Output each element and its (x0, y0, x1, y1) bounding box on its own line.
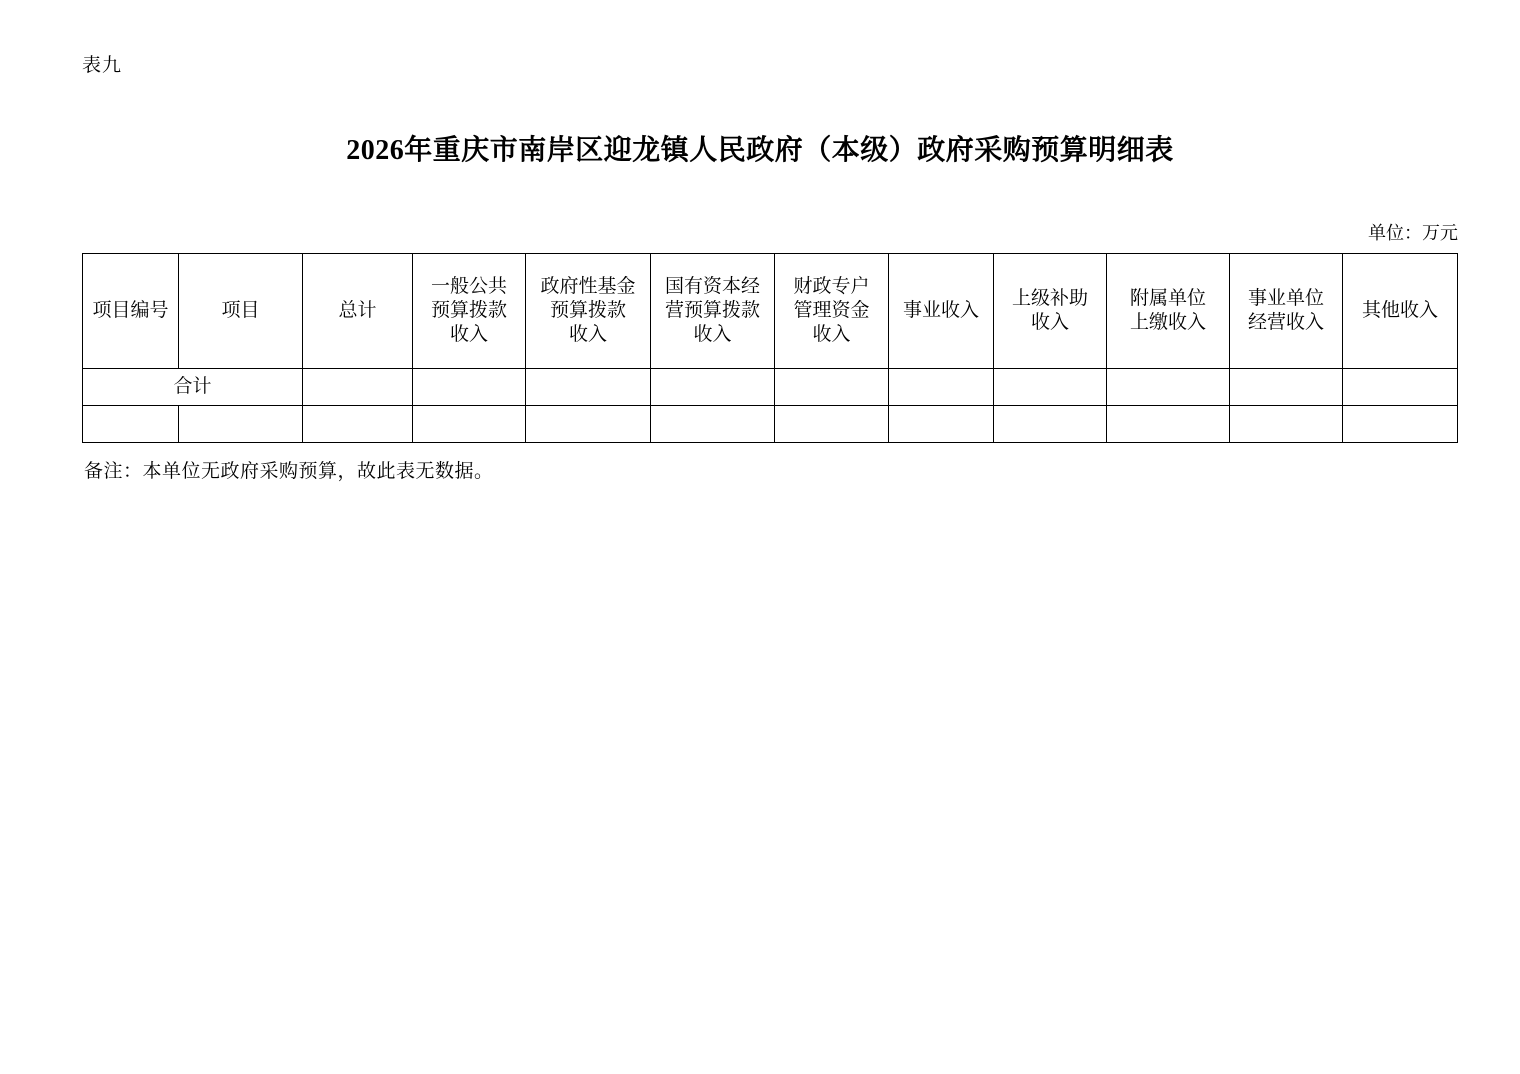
column-header-institution-operating-income (1230, 254, 1343, 369)
cell-subsidiary-payment-income (1107, 406, 1230, 443)
cell-subsidiary-payment-income (1107, 369, 1230, 406)
cell-state-capital-operation-budget (651, 406, 775, 443)
cell-project (179, 406, 303, 443)
cell-total (303, 369, 413, 406)
header-line: 国有资本经 (664, 276, 760, 298)
header-line: 预算拨款 (549, 300, 626, 322)
header-line: 收入 (812, 323, 851, 345)
cell-general-public-budget (413, 406, 526, 443)
table-row (83, 369, 1458, 406)
unit-note: 单位：万元 (1368, 223, 1458, 243)
column-header-project-code (83, 254, 179, 369)
header-line: 管理资金 (793, 300, 870, 322)
header-line: 总计 (338, 300, 377, 322)
remark-note: 备注：本单位无政府采购预算，故此表无数据。 (84, 461, 494, 482)
column-header-total (303, 254, 413, 369)
cell-project-code (83, 406, 179, 443)
column-header-superior-subsidy-income (994, 254, 1107, 369)
header-line: 预算拨款 (430, 300, 507, 322)
cell-business-income (889, 406, 994, 443)
column-header-general-public-budget (413, 254, 526, 369)
cell-superior-subsidy-income (994, 369, 1107, 406)
cell-superior-subsidy-income (994, 406, 1107, 443)
page-title: 2026年重庆市南岸区迎龙镇人民政府（本级）政府采购预算明细表 (346, 135, 1174, 166)
cell-business-income (889, 369, 994, 406)
procurement-budget-table (82, 253, 1458, 443)
column-header-fiscal-account-funds (775, 254, 889, 369)
column-header-project (179, 254, 303, 369)
header-line: 事业收入 (902, 300, 979, 322)
cell-general-public-budget (413, 369, 526, 406)
column-header-government-fund-budget (526, 254, 651, 369)
header-line: 项目 (221, 300, 260, 322)
cell-government-fund-budget (526, 369, 651, 406)
table-row (83, 406, 1458, 443)
header-line: 营预算拨款 (664, 300, 760, 322)
header-line: 上缴收入 (1129, 312, 1206, 333)
header-line: 收入 (568, 323, 607, 345)
cell-institution-operating-income (1230, 406, 1343, 443)
column-header-other-income (1343, 254, 1458, 369)
header-line: 经营收入 (1247, 312, 1324, 333)
column-header-business-income (889, 254, 994, 369)
header-line: 收入 (1030, 312, 1069, 333)
column-header-state-capital-operation-budget (651, 254, 775, 369)
cell-government-fund-budget (526, 406, 651, 443)
cell-other-income (1343, 406, 1458, 443)
cell-fiscal-account-funds (775, 406, 889, 443)
cell-total (303, 406, 413, 443)
header-line: 财政专户 (793, 276, 870, 298)
form-number-label: 表九 (82, 55, 123, 76)
header-line: 一般公共 (430, 276, 507, 298)
header-line: 上级补助 (1011, 288, 1088, 310)
cell-other-income (1343, 369, 1458, 406)
header-line: 项目编号 (92, 300, 169, 322)
table-header-row (83, 254, 1458, 369)
column-header-subsidiary-payment-income (1107, 254, 1230, 369)
row-label-total: 合计 (83, 369, 303, 406)
cell-fiscal-account-funds (775, 369, 889, 406)
header-line: 其他收入 (1361, 300, 1438, 322)
cell-state-capital-operation-budget (651, 369, 775, 406)
header-line: 附属单位 (1129, 288, 1206, 310)
header-line: 事业单位 (1247, 288, 1324, 310)
header-line: 政府性基金 (540, 276, 636, 298)
cell-institution-operating-income (1230, 369, 1343, 406)
header-line: 收入 (693, 323, 732, 345)
header-line: 收入 (449, 323, 488, 345)
